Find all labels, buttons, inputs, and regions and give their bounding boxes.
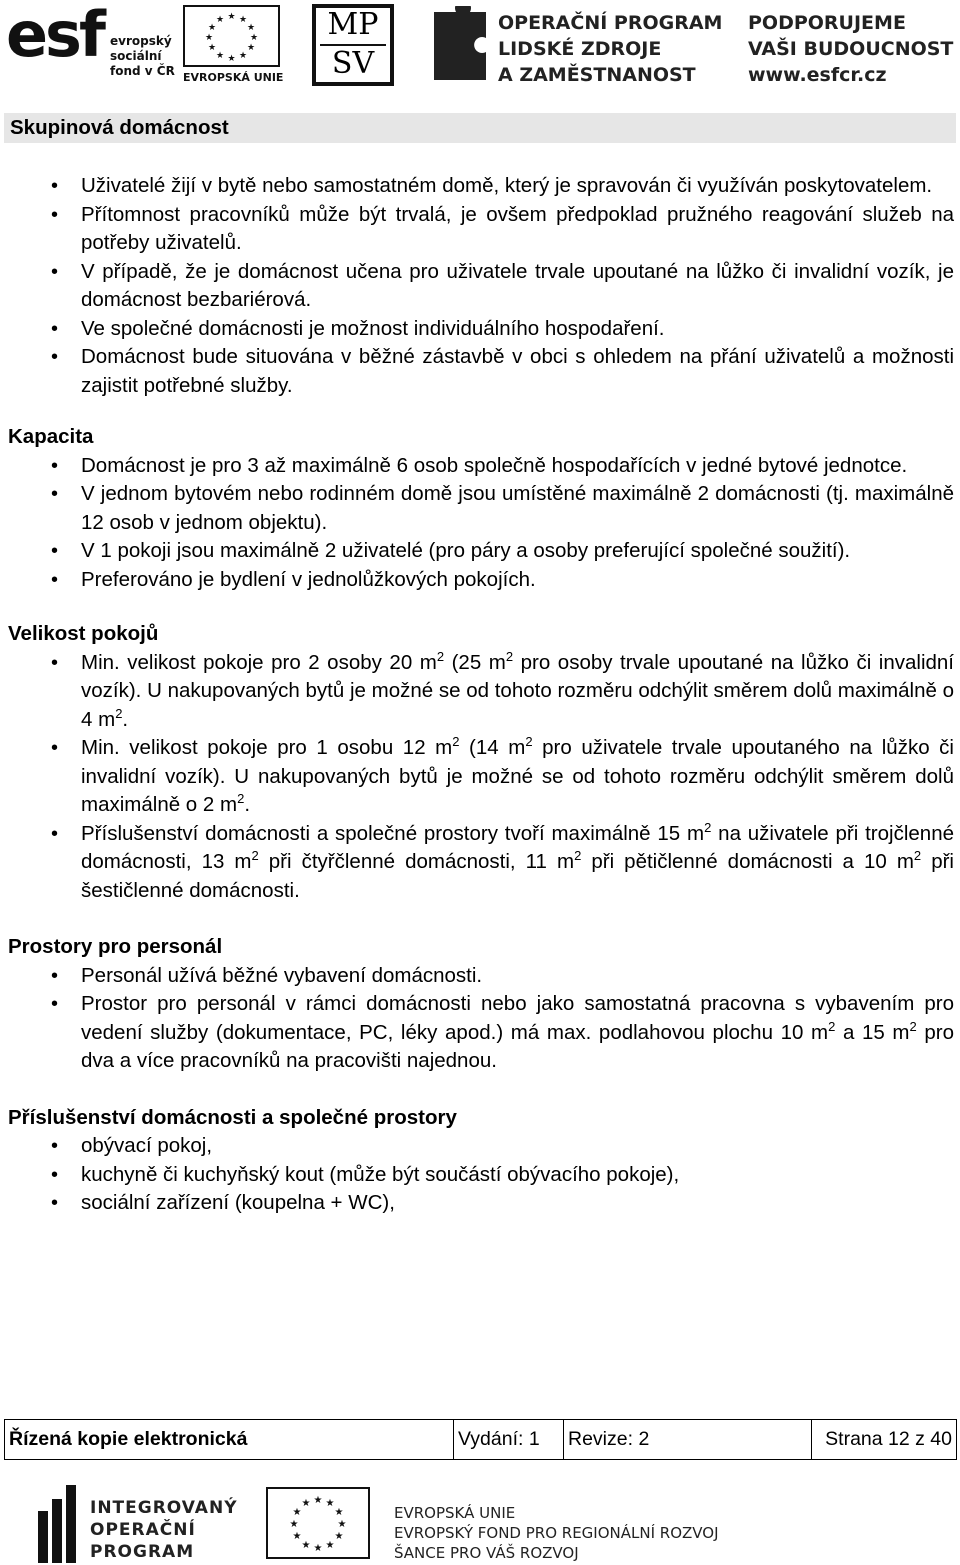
- svg-text:★: ★: [334, 1531, 344, 1542]
- list-item: • Preferováno je bydlení v jednolůžkových pokojích.: [8, 566, 954, 595]
- list-item: • Prostor pro personál v rámci domácnosti nebo jako samostatná pracovna s vybavením pro vedení služby (dokumentace, PC, léky apod.) má max. podlahovou plochu 10 $m^2$ a 15 $m^2$ pro dva a více pracovníků na pracovišti najednou.: [8, 990, 954, 1076]
- svg-text:★: ★: [289, 1519, 299, 1530]
- svg-text:★: ★: [249, 33, 259, 43]
- list-item: • obývací pokoj,: [8, 1132, 954, 1161]
- section-title: Skupinová domácnost: [10, 116, 229, 139]
- list-item: • Uživatelé žijí v bytě nebo samostatném domě, který je spravován či využíván poskytovatelem.: [8, 172, 954, 201]
- eu-logo: [183, 5, 283, 85]
- eu-flag-icon: [266, 1487, 370, 1559]
- svg-text:★: ★: [227, 54, 236, 64]
- personal-list: [8, 962, 954, 1076]
- svg-text:★: ★: [227, 12, 236, 22]
- list-item: • Domácnost bude situována v běžné zástavbě v obci s ohledem na přání uživatelů a možnosti zajistit potřebné služby.: [8, 343, 954, 400]
- esf-logo-text: evropský sociální fond v ČR: [110, 34, 175, 78]
- list-item: • Personál užívá běžné vybavení domácnosti.: [8, 962, 954, 991]
- intro-list: [8, 172, 954, 400]
- eu-fund-text: EVROPSKÁ UNIE EVROPSKÝ FOND PRO REGIONÁLNÍ ROZVOJ ŠANCE PRO VÁŠ ROZVOJ: [394, 1504, 719, 1562]
- list-item: • sociální zařízení (koupelna + WC),: [8, 1189, 954, 1218]
- support-text: PODPORUJEME VAŠI BUDOUCNOST www.esfcr.cz: [748, 12, 954, 86]
- mpsv-logo: MP SV: [312, 4, 394, 86]
- prislusenstvi-list: [8, 1132, 954, 1218]
- prislusenstvi-heading: Příslušenství domácnosti a společné prostory: [8, 1105, 457, 1129]
- section-title-bar: [4, 113, 956, 143]
- kapacita-heading: Kapacita: [8, 425, 94, 448]
- list-item: • Ve společné domácnosti je možnost individuálního hospodaření.: [8, 315, 954, 344]
- list-item: • kuchyně či kuchyňský kout (může být součástí obývacího pokoje),: [8, 1161, 954, 1190]
- svg-text:★: ★: [301, 1540, 311, 1551]
- footer-revision: Revize: 2: [564, 1420, 812, 1460]
- personal-heading: Prostory pro personál: [8, 935, 223, 958]
- svg-text:★: ★: [337, 1519, 347, 1530]
- velikost-heading: Velikost pokojů: [8, 622, 159, 645]
- footer-copy: Řízená kopie elektronická: [5, 1420, 454, 1460]
- svg-text:★: ★: [207, 23, 217, 33]
- svg-text:★: ★: [313, 1543, 323, 1554]
- list-item: • Příslušenství domácnosti a společné prostory tvoří maximálně 15 $m^2$ na uživatele při trojčlenné domácnosti, 13 $m^2$ při čtyřčlenné domácnosti, 11 $m^2$ při pětičlenné domácnosti a 10 $m^2$ při šestičlenné domácnosti.: [8, 820, 954, 906]
- bottom-logos: [0, 1475, 960, 1565]
- list-item: • V případě, že je domácnost učena pro uživatele trvale upoutané na lůžko či invalidní vozík, je domácnost bezbariérová.: [8, 258, 954, 315]
- footer-table: [4, 1419, 957, 1460]
- document-body: [8, 172, 954, 1218]
- list-item: • Přítomnost pracovníků může být trvalá, je ovšem předpoklad pružného reagování služeb na potřeby uživatelů.: [8, 201, 954, 258]
- footer-edition: Vydání: 1: [454, 1420, 564, 1460]
- velikost-list: [8, 649, 954, 906]
- svg-text:★: ★: [215, 51, 225, 61]
- svg-text:★: ★: [238, 51, 248, 61]
- list-item: • Domácnost je pro 3 až maximálně 6 osob společně hospodařících v jedné bytové jednotce.: [8, 452, 954, 481]
- iop-logo-icon: [38, 1485, 82, 1563]
- eu-flag-icon: [183, 5, 280, 67]
- list-item: • Min. velikost pokoje pro 2 osoby 20 $m^2$ (25 $m^2$ pro osoby trvale upoutané na lůžko či invalidní vozík). U nakupovaných bytů je možné se od tohoto rozměru odchýlit směrem dolů maximálně o 4 $m^2$.: [8, 649, 954, 735]
- list-item: • Min. velikost pokoje pro 1 osobu 12 $m^2$ (14 $m^2$ pro uživatele trvale upoutaného na lůžko či invalidní vozík). U nakupovaných bytů je možné se od tohoto rozměru odchýlit směrem dolů maximálně o 2 $m^2$.: [8, 734, 954, 820]
- svg-text:★: ★: [334, 1507, 344, 1518]
- svg-text:★: ★: [238, 15, 248, 25]
- svg-text:★: ★: [292, 1531, 302, 1542]
- eu-caption: EVROPSKÁ UNIE: [183, 71, 284, 84]
- svg-text:★: ★: [246, 43, 256, 53]
- list-item: • V 1 pokoji jsou maximálně 2 uživatelé (pro páry a osoby preferující společné soužití).: [8, 537, 954, 566]
- svg-text:★: ★: [325, 1498, 335, 1509]
- svg-text:★: ★: [301, 1498, 311, 1509]
- svg-text:★: ★: [207, 43, 217, 53]
- svg-text:★: ★: [292, 1507, 302, 1518]
- svg-text:★: ★: [215, 15, 225, 25]
- footer-page: Strana 12 z 40: [812, 1420, 957, 1460]
- op-puzzle-icon: [430, 6, 490, 92]
- iop-text: INTEGROVANÝ OPERAČNÍ PROGRAM: [90, 1498, 238, 1562]
- svg-text:★: ★: [204, 33, 214, 43]
- svg-text:★: ★: [313, 1495, 323, 1506]
- kapacita-list: [8, 452, 954, 595]
- esf-logo: esf: [6, 0, 103, 71]
- svg-text:★: ★: [325, 1540, 335, 1551]
- header-logos: [0, 0, 960, 95]
- op-program-text: OPERAČNÍ PROGRAM LIDSKÉ ZDROJE A ZAMĚSTNANOST: [498, 12, 723, 86]
- list-item: • V jednom bytovém nebo rodinném domě jsou umístěné maximálně 2 domácnosti (tj. maximálně 12 osob v jednom objektu).: [8, 480, 954, 537]
- svg-text:★: ★: [246, 23, 256, 33]
